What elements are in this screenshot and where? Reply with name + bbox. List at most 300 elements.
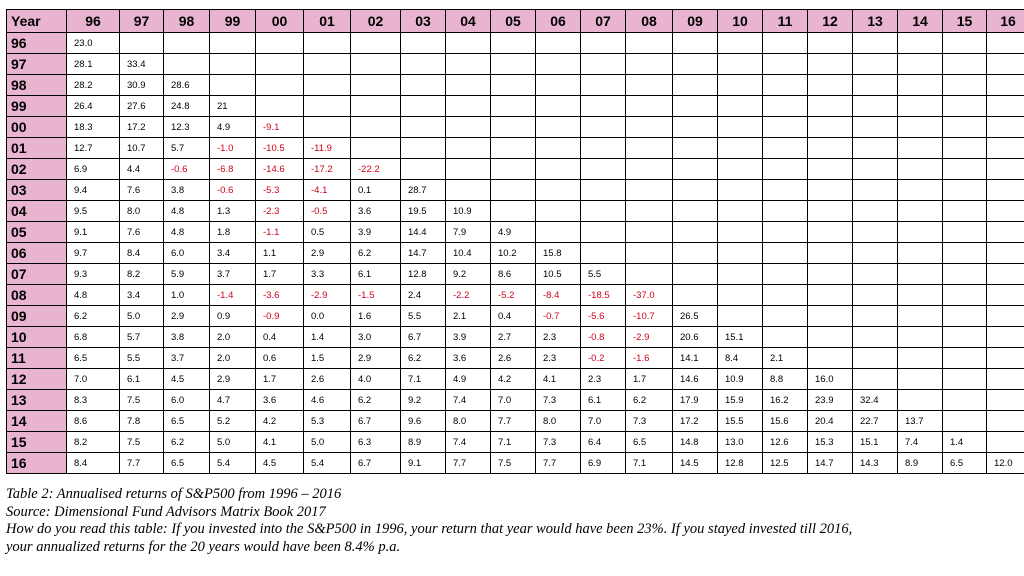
return-cell: 6.5 [943,453,987,474]
return-cell: 2.9 [164,306,210,327]
return-cell: 8.0 [536,411,581,432]
return-cell: 1.1 [256,243,304,264]
return-cell: 5.7 [120,327,164,348]
return-cell: 2.0 [210,327,256,348]
return-cell: 15.6 [763,411,808,432]
return-cell: 8.0 [120,201,164,222]
return-cell: 5.4 [304,453,351,474]
row-year-label: 11 [7,348,67,369]
column-header: 12 [808,10,853,33]
empty-cell [581,117,626,138]
empty-cell [536,222,581,243]
empty-cell [536,159,581,180]
return-cell: 10.5 [536,264,581,285]
return-cell: 8.2 [120,264,164,285]
empty-cell [718,138,763,159]
empty-cell [898,159,943,180]
return-cell: 2.6 [304,369,351,390]
return-cell: 13.0 [718,432,763,453]
return-cell: 4.7 [210,390,256,411]
return-cell: 20.6 [673,327,718,348]
return-cell: 7.5 [120,432,164,453]
return-cell: 4.1 [536,369,581,390]
empty-cell [581,33,626,54]
return-cell: 27.6 [120,96,164,117]
return-cell: 20.4 [808,411,853,432]
empty-cell [718,285,763,306]
empty-cell [673,201,718,222]
row-year-label: 97 [7,54,67,75]
return-cell: 7.7 [491,411,536,432]
column-header: 08 [626,10,673,33]
return-cell: 12.0 [987,453,1024,474]
return-cell: 7.3 [536,432,581,453]
empty-cell [164,33,210,54]
empty-cell [304,54,351,75]
empty-cell [536,201,581,222]
return-cell: 7.4 [446,390,491,411]
return-cell: 1.8 [210,222,256,243]
empty-cell [808,327,853,348]
empty-cell [718,243,763,264]
empty-cell [256,75,304,96]
empty-cell [808,243,853,264]
return-cell: 14.4 [401,222,446,243]
empty-cell [718,75,763,96]
empty-cell [853,33,898,54]
empty-cell [808,159,853,180]
return-cell: 24.8 [164,96,210,117]
return-cell: -0.9 [256,306,304,327]
empty-cell [808,54,853,75]
empty-cell [673,180,718,201]
table-row [7,306,1024,327]
return-cell: -6.8 [210,159,256,180]
empty-cell [898,138,943,159]
empty-cell [943,264,987,285]
empty-cell [808,33,853,54]
empty-cell [943,390,987,411]
return-cell: 0.0 [304,306,351,327]
column-header: 02 [351,10,401,33]
empty-cell [943,96,987,117]
return-cell: 4.2 [256,411,304,432]
return-cell: -11.9 [304,138,351,159]
return-cell: 7.8 [120,411,164,432]
column-header: 09 [673,10,718,33]
return-cell: 12.8 [718,453,763,474]
empty-cell [718,180,763,201]
table-row [7,117,1024,138]
return-cell: 6.1 [351,264,401,285]
empty-cell [987,264,1024,285]
return-cell: -8.4 [536,285,581,306]
return-cell: 1.4 [304,327,351,348]
empty-cell [210,33,256,54]
empty-cell [673,75,718,96]
table-row [7,33,1024,54]
empty-cell [626,117,673,138]
table-row [7,285,1024,306]
row-year-label: 00 [7,117,67,138]
empty-cell [581,159,626,180]
return-cell: 6.4 [581,432,626,453]
empty-cell [536,180,581,201]
return-cell: 6.7 [351,453,401,474]
row-year-label: 02 [7,159,67,180]
row-year-label: 10 [7,327,67,348]
empty-cell [673,33,718,54]
return-cell: 6.2 [351,243,401,264]
return-cell: 4.8 [164,222,210,243]
empty-cell [536,96,581,117]
empty-cell [987,411,1024,432]
return-cell: 14.7 [808,453,853,474]
return-cell: 4.9 [491,222,536,243]
empty-cell [491,201,536,222]
return-cell: 1.7 [256,264,304,285]
return-cell: 17.9 [673,390,718,411]
empty-cell [987,159,1024,180]
empty-cell [256,33,304,54]
return-cell: -0.5 [304,201,351,222]
return-cell: 9.2 [401,390,446,411]
return-cell: -1.4 [210,285,256,306]
return-cell: 2.3 [536,327,581,348]
empty-cell [401,33,446,54]
return-cell: 15.9 [718,390,763,411]
return-cell: 3.7 [210,264,256,285]
return-cell: 4.0 [351,369,401,390]
empty-cell [898,327,943,348]
empty-cell [898,348,943,369]
return-cell: 9.1 [401,453,446,474]
return-cell: -2.3 [256,201,304,222]
return-cell: 8.6 [491,264,536,285]
return-cell: 14.5 [673,453,718,474]
return-cell: -5.2 [491,285,536,306]
row-year-label: 04 [7,201,67,222]
return-cell: 7.4 [446,432,491,453]
return-cell: 8.6 [67,411,120,432]
empty-cell [763,222,808,243]
empty-cell [718,306,763,327]
empty-cell [898,180,943,201]
return-cell: 15.3 [808,432,853,453]
empty-cell [536,75,581,96]
empty-cell [763,159,808,180]
return-cell: 0.5 [304,222,351,243]
return-cell: 8.4 [718,348,763,369]
empty-cell [626,264,673,285]
table-row [7,54,1024,75]
return-cell: 2.9 [210,369,256,390]
empty-cell [898,75,943,96]
return-cell: 6.7 [401,327,446,348]
empty-cell [987,138,1024,159]
return-cell: 9.3 [67,264,120,285]
return-cell: 0.6 [256,348,304,369]
empty-cell [808,75,853,96]
return-cell: 1.0 [164,285,210,306]
return-cell: 15.1 [853,432,898,453]
return-cell: 2.7 [491,327,536,348]
empty-cell [536,33,581,54]
return-cell: 6.0 [164,390,210,411]
return-cell: 6.2 [351,390,401,411]
table-row [7,411,1024,432]
table-row [7,348,1024,369]
return-cell: 3.4 [120,285,164,306]
return-cell: 14.1 [673,348,718,369]
column-header: 01 [304,10,351,33]
empty-cell [401,96,446,117]
empty-cell [943,201,987,222]
row-year-label: 15 [7,432,67,453]
return-cell: 6.3 [351,432,401,453]
column-header: 96 [67,10,120,33]
return-cell: -1.1 [256,222,304,243]
return-cell: 2.1 [763,348,808,369]
return-cell: 3.6 [351,201,401,222]
empty-cell [987,75,1024,96]
row-year-label: 98 [7,75,67,96]
column-header: 05 [491,10,536,33]
return-cell: -2.9 [626,327,673,348]
return-cell: 3.3 [304,264,351,285]
empty-cell [401,138,446,159]
return-cell: 6.5 [626,432,673,453]
return-cell: 7.3 [536,390,581,411]
return-cell: -18.5 [581,285,626,306]
return-cell: 4.2 [491,369,536,390]
return-cell: 5.5 [581,264,626,285]
empty-cell [943,306,987,327]
caption-explanation-line-1: How do you read this table: If you invested into the S&P500 in 1996, your return that year would have been 23%. If you stayed invested till 2016, [6,521,853,537]
column-header: 15 [943,10,987,33]
empty-cell [987,33,1024,54]
row-year-label: 96 [7,33,67,54]
empty-cell [673,285,718,306]
caption-explanation-line-2: your annualized returns for the 20 years would have been 8.4% p.a. [6,538,401,555]
return-cell: 16.0 [808,369,853,390]
return-cell: 12.8 [401,264,446,285]
empty-cell [164,54,210,75]
empty-cell [446,159,491,180]
return-cell: 7.1 [626,453,673,474]
table-row [7,159,1024,180]
return-cell: 3.8 [164,180,210,201]
empty-cell [808,264,853,285]
return-cell: 7.5 [491,453,536,474]
empty-cell [943,33,987,54]
empty-cell [626,180,673,201]
empty-cell [898,54,943,75]
empty-cell [853,117,898,138]
empty-cell [673,117,718,138]
return-cell: 6.5 [67,348,120,369]
row-year-label: 14 [7,411,67,432]
return-cell: 3.8 [164,327,210,348]
column-header: 03 [401,10,446,33]
return-cell: 6.5 [164,453,210,474]
empty-cell [987,54,1024,75]
empty-cell [626,201,673,222]
empty-cell [491,180,536,201]
empty-cell [808,306,853,327]
empty-cell [853,327,898,348]
return-cell: 26.4 [67,96,120,117]
empty-cell [120,33,164,54]
return-cell: 6.2 [164,432,210,453]
empty-cell [210,54,256,75]
table-row [7,390,1024,411]
empty-cell [304,117,351,138]
return-cell: 7.9 [446,222,491,243]
corner-header: Year [7,10,67,33]
return-cell: 5.0 [210,432,256,453]
empty-cell [987,306,1024,327]
return-cell: 33.4 [120,54,164,75]
return-cell: 28.1 [67,54,120,75]
return-cell: -0.2 [581,348,626,369]
return-cell: 13.7 [898,411,943,432]
return-cell: 4.6 [304,390,351,411]
empty-cell [943,243,987,264]
return-cell: 7.7 [536,453,581,474]
empty-cell [446,117,491,138]
empty-cell [808,222,853,243]
row-year-label: 07 [7,264,67,285]
return-cell: 0.1 [351,180,401,201]
empty-cell [718,201,763,222]
return-cell: -37.0 [626,285,673,306]
return-cell: -1.6 [626,348,673,369]
empty-cell [943,327,987,348]
return-cell: 6.2 [626,390,673,411]
empty-cell [718,159,763,180]
return-cell: 5.7 [164,138,210,159]
return-cell: 10.9 [446,201,491,222]
empty-cell [673,243,718,264]
empty-cell [401,75,446,96]
table-body [7,33,1024,474]
empty-cell [898,96,943,117]
row-year-label: 01 [7,138,67,159]
empty-cell [304,96,351,117]
empty-cell [718,96,763,117]
empty-cell [626,75,673,96]
column-header: 14 [898,10,943,33]
empty-cell [943,222,987,243]
empty-cell [581,243,626,264]
column-header: 99 [210,10,256,33]
return-cell: 7.6 [120,180,164,201]
return-cell: 1.3 [210,201,256,222]
table-row [7,453,1024,474]
column-header: 16 [987,10,1024,33]
column-header: 00 [256,10,304,33]
empty-cell [763,54,808,75]
empty-cell [808,285,853,306]
return-cell: 2.4 [401,285,446,306]
empty-cell [808,201,853,222]
return-cell: 19.5 [401,201,446,222]
return-cell: 2.9 [304,243,351,264]
empty-cell [536,54,581,75]
return-cell: 1.5 [304,348,351,369]
return-cell: 28.2 [67,75,120,96]
empty-cell [943,159,987,180]
empty-cell [853,138,898,159]
return-cell: 21 [210,96,256,117]
return-cell: -1.0 [210,138,256,159]
empty-cell [581,201,626,222]
empty-cell [626,159,673,180]
empty-cell [763,243,808,264]
return-cell: 10.9 [718,369,763,390]
empty-cell [491,75,536,96]
return-cell: 12.7 [67,138,120,159]
empty-cell [256,54,304,75]
return-cell: 12.3 [164,117,210,138]
empty-cell [808,138,853,159]
return-cell: 7.0 [67,369,120,390]
empty-cell [491,138,536,159]
return-cell: -0.6 [164,159,210,180]
empty-cell [808,117,853,138]
empty-cell [446,75,491,96]
empty-cell [853,201,898,222]
empty-cell [987,348,1024,369]
return-cell: -17.2 [304,159,351,180]
return-cell: 6.7 [351,411,401,432]
return-cell: 0.4 [491,306,536,327]
empty-cell [446,33,491,54]
row-year-label: 16 [7,453,67,474]
caption-source: Source: Dimensional Fund Advisors Matrix Book 2017 [6,503,326,520]
return-cell: 6.0 [164,243,210,264]
return-cell: 6.1 [120,369,164,390]
empty-cell [943,75,987,96]
empty-cell [987,243,1024,264]
empty-cell [898,369,943,390]
header-row [7,10,1024,33]
empty-cell [987,180,1024,201]
empty-cell [718,33,763,54]
empty-cell [446,96,491,117]
return-cell: 4.9 [210,117,256,138]
empty-cell [763,96,808,117]
return-cell: 1.7 [626,369,673,390]
empty-cell [581,75,626,96]
return-cell: 4.9 [446,369,491,390]
empty-cell [491,54,536,75]
empty-cell [673,264,718,285]
empty-cell [853,306,898,327]
empty-cell [943,180,987,201]
return-cell: 15.1 [718,327,763,348]
return-cell: -10.7 [626,306,673,327]
empty-cell [943,348,987,369]
return-cell: 5.5 [401,306,446,327]
table-row [7,243,1024,264]
return-cell: 4.4 [120,159,164,180]
return-cell: -1.5 [351,285,401,306]
empty-cell [581,138,626,159]
return-cell: -10.5 [256,138,304,159]
return-cell: 10.2 [491,243,536,264]
